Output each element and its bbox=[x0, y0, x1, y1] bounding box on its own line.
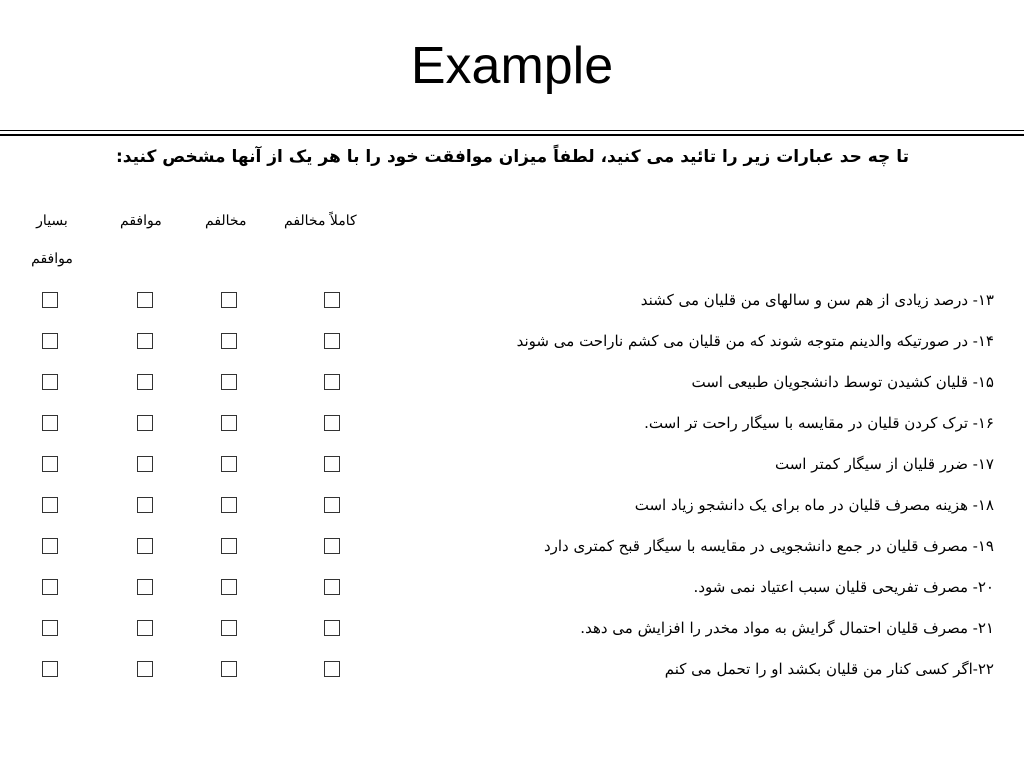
checkbox-agree[interactable] bbox=[137, 374, 153, 390]
item-text: ۲۰- مصرف تفریحی قلیان سبب اعتیاد نمی شود. bbox=[693, 578, 994, 596]
checkbox-strongly-agree[interactable] bbox=[42, 579, 58, 595]
column-header-strongly-disagree: کاملاً مخالفم bbox=[284, 213, 357, 229]
checkbox-strongly-agree[interactable] bbox=[42, 661, 58, 677]
column-header-disagree: مخالفم bbox=[205, 213, 247, 229]
table-row bbox=[0, 487, 1024, 527]
table-row bbox=[0, 405, 1024, 445]
checkbox-agree[interactable] bbox=[137, 497, 153, 513]
checkbox-disagree[interactable] bbox=[221, 456, 237, 472]
checkbox-strongly-disagree[interactable] bbox=[324, 579, 340, 595]
item-text: ۱۳- درصد زیادی از هم سن و سالهای من قلیان می کشند bbox=[640, 291, 994, 309]
item-text: ۱۷- ضرر قلیان از سیگار کمتر است bbox=[775, 455, 994, 473]
table-row bbox=[0, 569, 1024, 609]
checkbox-disagree[interactable] bbox=[221, 292, 237, 308]
checkbox-agree[interactable] bbox=[137, 456, 153, 472]
checkbox-agree[interactable] bbox=[137, 415, 153, 431]
checkbox-strongly-agree[interactable] bbox=[42, 456, 58, 472]
column-header-strongly-agree: بسیار موافقم bbox=[31, 213, 73, 267]
table-row bbox=[0, 528, 1024, 568]
item-text: ۱۴- در صورتیکه والدینم متوجه شوند که من قلیان می کشم ناراحت می شوند bbox=[516, 332, 994, 350]
checkbox-strongly-agree[interactable] bbox=[42, 292, 58, 308]
table-row bbox=[0, 651, 1024, 691]
question-prompt: تا چه حد عبارات زیر را تائید می کنید، لطفاً میزان موافقت خود را با هر یک از آنها مشخص کنید: bbox=[116, 147, 909, 167]
checkbox-disagree[interactable] bbox=[221, 415, 237, 431]
checkbox-strongly-disagree[interactable] bbox=[324, 374, 340, 390]
header-divider-thin bbox=[0, 130, 1024, 131]
checkbox-agree[interactable] bbox=[137, 579, 153, 595]
checkbox-agree[interactable] bbox=[137, 620, 153, 636]
checkbox-strongly-disagree[interactable] bbox=[324, 497, 340, 513]
checkbox-strongly-disagree[interactable] bbox=[324, 661, 340, 677]
slide-title: Example bbox=[410, 37, 614, 95]
checkbox-agree[interactable] bbox=[137, 292, 153, 308]
checkbox-strongly-agree[interactable] bbox=[42, 620, 58, 636]
checkbox-strongly-agree[interactable] bbox=[42, 333, 58, 349]
checkbox-disagree[interactable] bbox=[221, 620, 237, 636]
item-text: ۱۹- مصرف قلیان در جمع دانشجویی در مقایسه با سیگار قبح کمتری دارد bbox=[543, 537, 994, 555]
checkbox-strongly-agree[interactable] bbox=[42, 415, 58, 431]
table-row bbox=[0, 446, 1024, 486]
checkbox-strongly-agree[interactable] bbox=[42, 538, 58, 554]
checkbox-disagree[interactable] bbox=[221, 538, 237, 554]
table-row bbox=[0, 282, 1024, 322]
checkbox-agree[interactable] bbox=[137, 333, 153, 349]
table-row bbox=[0, 364, 1024, 404]
checkbox-strongly-disagree[interactable] bbox=[324, 292, 340, 308]
table-row bbox=[0, 323, 1024, 363]
checkbox-disagree[interactable] bbox=[221, 579, 237, 595]
column-header-agree: موافقم bbox=[120, 213, 162, 229]
item-text: ۱۶- ترک کردن قلیان در مقایسه با سیگار راحت تر است. bbox=[644, 414, 994, 432]
checkbox-strongly-disagree[interactable] bbox=[324, 538, 340, 554]
checkbox-strongly-disagree[interactable] bbox=[324, 456, 340, 472]
table-row bbox=[0, 610, 1024, 650]
checkbox-strongly-disagree[interactable] bbox=[324, 415, 340, 431]
checkbox-disagree[interactable] bbox=[221, 374, 237, 390]
header-divider-thick bbox=[0, 134, 1024, 136]
item-text: ۱۸- هزینه مصرف قلیان در ماه برای یک دانشجو زیاد است bbox=[634, 496, 994, 514]
checkbox-strongly-disagree[interactable] bbox=[324, 333, 340, 349]
checkbox-disagree[interactable] bbox=[221, 497, 237, 513]
checkbox-disagree[interactable] bbox=[221, 661, 237, 677]
item-text: ۱۵- قلیان کشیدن توسط دانشجویان طبیعی است bbox=[691, 373, 994, 391]
checkbox-agree[interactable] bbox=[137, 661, 153, 677]
checkbox-strongly-disagree[interactable] bbox=[324, 620, 340, 636]
item-text: ۲۱- مصرف قلیان احتمال گرایش به مواد مخدر را افزایش می دهد. bbox=[580, 619, 994, 637]
checkbox-disagree[interactable] bbox=[221, 333, 237, 349]
checkbox-agree[interactable] bbox=[137, 538, 153, 554]
checkbox-strongly-agree[interactable] bbox=[42, 374, 58, 390]
item-text: ۲۲-اگر کسی کنار من قلیان بکشد او را تحمل می کنم bbox=[664, 660, 994, 678]
checkbox-strongly-agree[interactable] bbox=[42, 497, 58, 513]
